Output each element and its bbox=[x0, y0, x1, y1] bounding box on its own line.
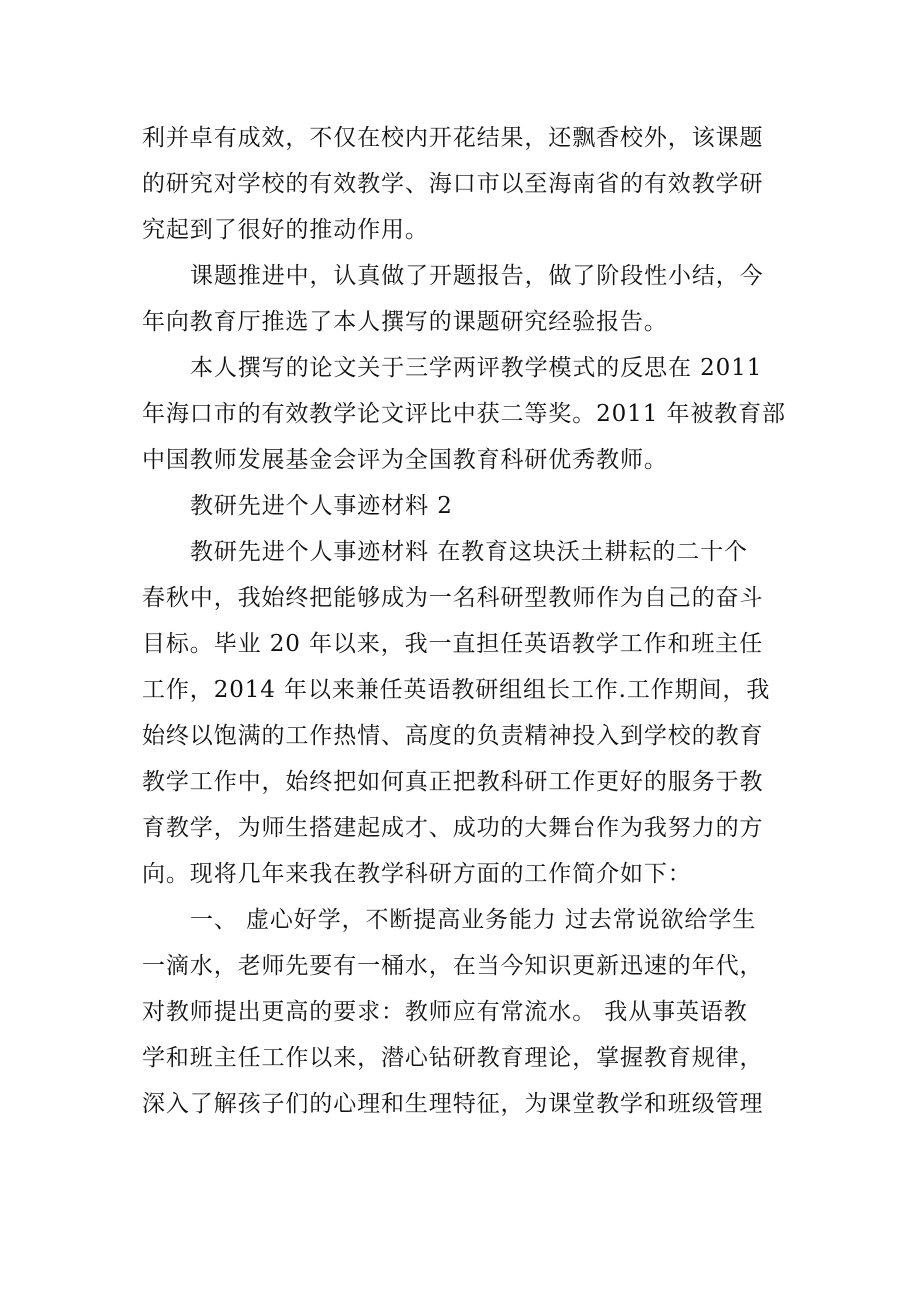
text-line-8: 中国教师发展基金会评为全国教育科研优秀教师。 bbox=[142, 447, 668, 473]
text-line-7: 年海口市的有效教学论文评比中获二等奖。2011 年被教育部 bbox=[142, 401, 786, 427]
text-line-13: 工作，2014 年以来兼任英语教研组组长工作.工作期间，我 bbox=[142, 677, 771, 703]
text-line-17: 向。现将几年来我在教学科研方面的工作简介如下： bbox=[142, 861, 692, 887]
text-line-12: 目标。毕业 20 年以来，我一直担任英语教学工作和班主任 bbox=[142, 631, 764, 657]
text-line-18: 一、 虚心好学，不断提高业务能力 过去常说欲给学生 bbox=[190, 907, 757, 933]
text-line-22: 深入了解孩子们的心理和生理特征，为课堂教学和班级管理 bbox=[142, 1091, 764, 1117]
text-line-16: 育教学，为师生搭建起成才、成功的大舞台作为我努力的方 bbox=[142, 815, 764, 841]
text-line-21: 学和班主任工作以来，潜心钻研教育理论，掌握教育规律， bbox=[142, 1045, 764, 1071]
text-line-5: 年向教育厅推选了本人撰写的课题研究经验报告。 bbox=[142, 309, 668, 335]
text-line-14: 始终以饱满的工作热情、高度的负责精神投入到学校的教育 bbox=[142, 723, 764, 749]
text-line-3: 究起到了很好的推动作用。 bbox=[142, 217, 429, 243]
section-heading: 教研先进个人事迹材料 2 bbox=[190, 493, 453, 519]
text-line-11: 春秋中，我始终把能够成为一名科研型教师作为自己的奋斗 bbox=[142, 585, 764, 611]
text-line-10: 教研先进个人事迹材料 在教育这块沃土耕耘的二十个 bbox=[190, 539, 748, 565]
text-line-19: 一滴水，老师先要有一桶水，在当今知识更新迅速的年代， bbox=[142, 953, 764, 979]
text-line-1: 利并卓有成效，不仅在校内开花结果，还飘香校外，该课题 bbox=[142, 125, 764, 151]
text-line-6: 本人撰写的论文关于三学两评教学模式的反思在 2011 bbox=[190, 355, 763, 381]
text-line-20: 对教师提出更高的要求：教师应有常流水。 我从事英语教 bbox=[142, 999, 748, 1025]
text-line-4: 课题推进中，认真做了开题报告，做了阶段性小结，今 bbox=[190, 263, 764, 289]
text-line-15: 教学工作中，始终把如何真正把教科研工作更好的服务于教 bbox=[142, 769, 764, 795]
text-line-2: 的研究对学校的有效教学、海口市以至海南省的有效教学研 bbox=[142, 171, 764, 197]
